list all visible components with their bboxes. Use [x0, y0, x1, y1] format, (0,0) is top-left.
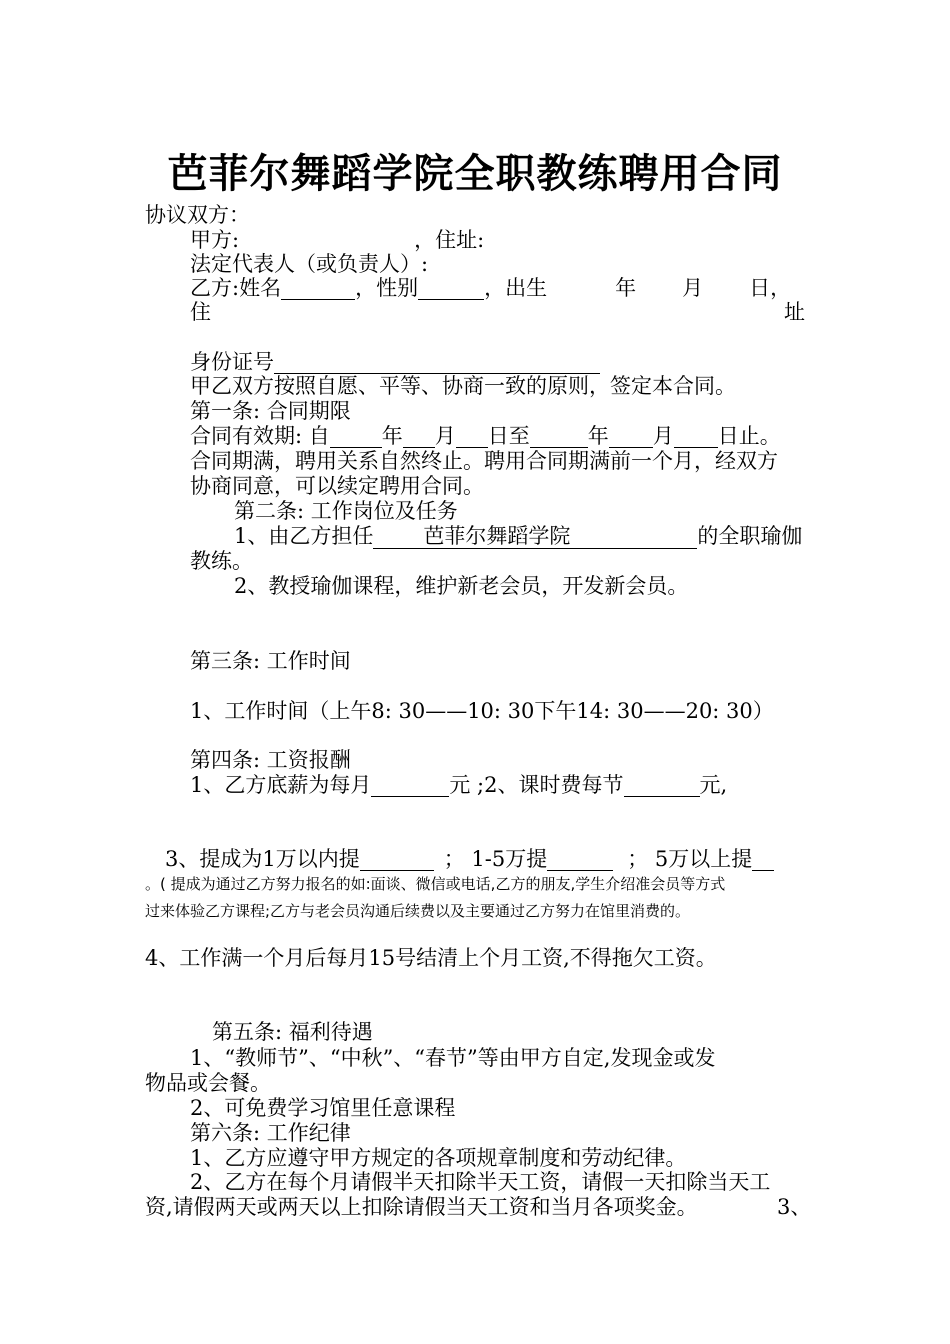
commission-tier-1-blank[interactable] — [360, 850, 434, 871]
end-year-label: 年 — [587, 424, 609, 448]
start-month-label: 月 — [434, 424, 456, 448]
commission-note-1: 。( 提成为通过乙方努力报名的如:面谈、微信或电话,乙方的朋友,学生介绍准会员等方式 — [145, 875, 726, 893]
article-4-item-1 — [190, 773, 727, 797]
address-start: 住 — [190, 300, 211, 324]
end-day-label: 日止。 — [717, 424, 781, 448]
article-3-heading: 第三条: 工作时间 — [190, 649, 351, 673]
article-1-text-2: 合同期满，聘用关系自然终止。聘用合同期满前一个月，经双方 — [190, 449, 778, 473]
article-2-item-1 — [234, 524, 802, 549]
gender-blank[interactable] — [418, 279, 484, 300]
id-blank[interactable] — [274, 353, 600, 374]
organization-name: 芭菲尔舞蹈学院 — [423, 524, 571, 548]
end-month-blank[interactable] — [609, 427, 653, 448]
base-salary-label: 1、乙方底薪为每月 — [190, 773, 372, 797]
article-2-heading: 第二条: 工作岗位及任务 — [234, 499, 458, 523]
contract-period-line — [190, 424, 781, 448]
article-4-heading: 第四条: 工资报酬 — [190, 748, 351, 772]
id-line — [190, 350, 600, 374]
position-prefix: 1、由乙方担任 — [234, 524, 374, 548]
article-2-item-1-cont: 教练。 — [190, 549, 253, 573]
end-month-label: 月 — [652, 424, 674, 448]
class-fee-unit: 元, — [699, 773, 728, 797]
article-4-item-3 — [165, 847, 774, 871]
article-6-item-1: 1、乙方应遵守甲方规定的各项规章制度和劳动纪律。 — [190, 1146, 687, 1170]
party-b-address-line — [190, 300, 805, 324]
article-6-item-2: 2、乙方在每个月请假半天扣除半天工资，请假一天扣除当天工 — [190, 1170, 771, 1194]
birth-year: 年 — [615, 276, 637, 300]
end-year-blank[interactable] — [530, 427, 588, 448]
commission-tier-2-label: ； 1-5万提 — [443, 847, 548, 871]
gender-label: ，性别 — [355, 276, 419, 300]
address-end: 址 — [784, 300, 805, 324]
article-6-item-3-number: 3、 — [777, 1195, 812, 1219]
name-blank[interactable] — [281, 279, 355, 300]
class-fee-label: 元 ;2、课时费每节 — [449, 773, 624, 797]
position-org-field — [373, 524, 697, 549]
article-1-heading: 第一条: 合同期限 — [190, 399, 351, 423]
valid-from-label: 合同有效期: 自 — [190, 424, 330, 448]
party-b-line — [190, 276, 805, 300]
day-to-label: 日至 — [487, 424, 530, 448]
preamble: 甲乙双方按照自愿、平等、协商一致的原则，签定本合同。 — [190, 374, 736, 398]
article-5-item-1: 1、“教师节”、“中秋”、“春节”等由甲方自定,发现金或发 — [190, 1046, 716, 1070]
party-b-label: 乙方: — [190, 276, 240, 300]
parties-heading: 协议双方： — [145, 203, 250, 227]
article-2-item-2: 2、教授瑜伽课程，维护新老会员，开发新会员。 — [234, 574, 689, 598]
birth-label: ，出生 — [484, 276, 548, 300]
name-label: 姓名 — [239, 276, 282, 300]
end-day-blank[interactable] — [674, 427, 718, 448]
document-title: 芭菲尔舞蹈学院全职教练聘用合同 — [167, 151, 783, 197]
birth-day: 日， — [749, 276, 792, 300]
commission-tier-1-label: 3、提成为1万以内提 — [165, 847, 360, 871]
birth-month: 月 — [682, 276, 704, 300]
article-6-item-2-cont: 资,请假两天或两天以上扣除请假当天工资和当月各项奖金。 — [145, 1195, 698, 1219]
party-a-address-label: ，住址: — [414, 228, 485, 252]
base-salary-blank[interactable] — [371, 776, 449, 797]
commission-tier-3-label: ； 5万以上提 — [627, 847, 753, 871]
start-year-label: 年 — [381, 424, 403, 448]
start-day-blank[interactable] — [456, 427, 488, 448]
start-month-blank[interactable] — [403, 427, 435, 448]
class-fee-blank[interactable] — [624, 776, 700, 797]
article-3-item-1: 1、工作时间（上午8: 30——10: 30下午14: 30——20: 30） — [190, 699, 774, 723]
position-suffix: 的全职瑜伽 — [697, 524, 803, 548]
id-label: 身份证号 — [190, 350, 274, 374]
article-5-item-1-cont: 物品或会餐。 — [145, 1071, 271, 1095]
legal-rep-line: 法定代表人（或负责人）: — [190, 252, 429, 276]
commission-note-2: 过来体验乙方课程;乙方与老会员沟通后续费以及主要通过乙方努力在馆里消费的。 — [145, 902, 691, 920]
article-5-item-2: 2、可免费学习馆里任意课程 — [190, 1096, 456, 1120]
start-year-blank[interactable] — [330, 427, 382, 448]
article-4-item-4: 4、工作满一个月后每月15号结清上个月工资,不得拖欠工资。 — [145, 946, 717, 970]
party-a-line — [190, 228, 484, 252]
commission-tier-3-blank[interactable] — [752, 850, 774, 871]
party-a-label: 甲方: — [190, 228, 240, 252]
commission-tier-2-blank[interactable] — [547, 850, 613, 871]
article-6-heading: 第六条: 工作纪律 — [190, 1121, 351, 1145]
article-1-text-3: 协商同意，可以续定聘用合同。 — [190, 474, 484, 498]
article-5-heading: 第五条: 福利待遇 — [212, 1020, 373, 1044]
